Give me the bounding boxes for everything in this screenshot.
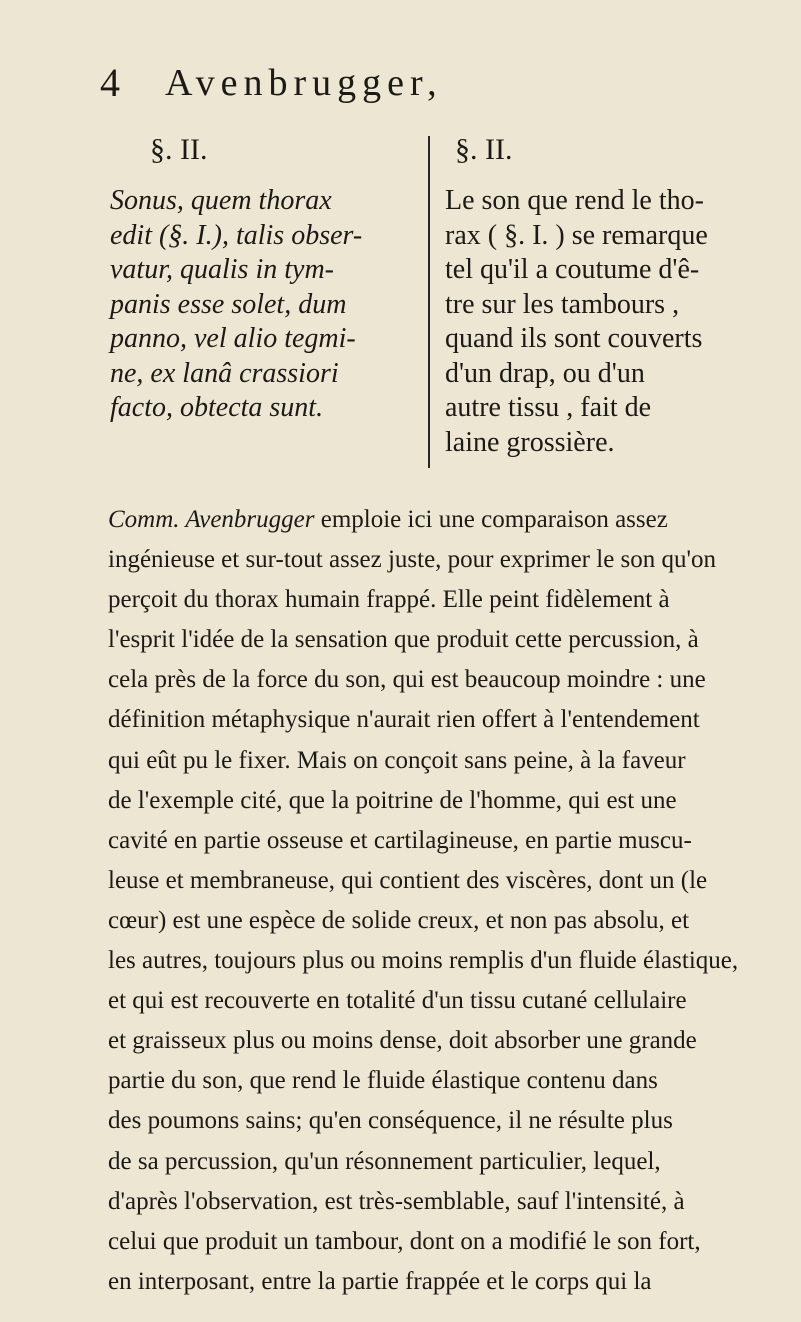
latin-line: panno, vel alio tegmi-	[110, 323, 356, 354]
commentary-line: leuse et membraneuse, qui contient des viscères, dont un (le	[108, 866, 708, 894]
latin-line: facto, obtecta sunt.	[110, 392, 324, 423]
author-running-title: Avenbrugger,	[165, 62, 443, 104]
french-line: autre tissu , fait de	[445, 392, 652, 423]
column-divider	[428, 136, 430, 468]
commentary-line: et qui est recouverte en totalité d'un tissu cutané cellulaire	[108, 987, 687, 1015]
latin-line: panis esse solet, dum	[110, 288, 347, 320]
commentary-line: cela près de la force du son, qui est beaucoup moindre : une	[108, 666, 706, 694]
commentary-line: cœur) est une espèce de solide creux, et non pas absolu, et	[108, 906, 690, 934]
commentary-line: les autres, toujours plus ou moins remplis d'un fluide élastique,	[108, 947, 739, 975]
commentary-line: partie du son, que rend le fluide élastique contenu dans	[108, 1067, 658, 1095]
french-line: quand ils sont couverts	[445, 323, 703, 354]
commentary-line: qui eût pu le fixer. Mais on conçoit sans peine, à la faveur	[108, 746, 686, 774]
commentary-line: en interposant, entre la partie frappée et le corps qui la	[108, 1267, 652, 1295]
commentary-line: d'après l'observation, est très-semblable, sauf l'intensité, à	[108, 1187, 685, 1215]
french-column	[445, 130, 755, 470]
french-line: rax ( §. I. ) se remarque	[445, 219, 708, 251]
commentary-first-line-text: emploie ici une comparaison assez	[314, 506, 668, 533]
commentary-line: cavité en partie osseuse et cartilagineuse, en partie muscu-	[108, 826, 692, 854]
running-head	[100, 58, 620, 108]
commentary-line: définition métaphysique n'aurait rien offert à l'entendement	[108, 706, 700, 734]
commentary-line: perçoit du thorax humain frappé. Elle peint fidèlement à	[108, 586, 670, 614]
french-section-heading: §. II.	[455, 133, 513, 166]
latin-line: vatur, qualis in tym-	[110, 254, 334, 285]
page-number: 4	[100, 60, 120, 105]
french-line: laine grossière.	[445, 426, 615, 458]
commentary-line: celui que produit un tambour, dont on a modifié le son fort,	[108, 1227, 701, 1255]
french-line: tre sur les tambours ,	[445, 288, 680, 320]
commentary-line: ingénieuse et sur-tout assez juste, pour exprimer le son qu'on	[108, 546, 717, 574]
commentary-line: et graisseux plus ou moins dense, doit absorber une grande	[108, 1027, 697, 1055]
commentary	[108, 500, 758, 1302]
latin-line: ne, ex lanâ crassiori	[110, 357, 339, 389]
french-line: Le son que rend le tho-	[445, 185, 704, 216]
latin-column	[110, 130, 410, 470]
commentary-first-line	[108, 500, 758, 540]
latin-line: edit (§. I.), talis obser-	[110, 219, 363, 251]
commentary-line: de l'exemple cité, que la poitrine de l'homme, qui est une	[108, 786, 677, 814]
commentary-line: des poumons sains; qu'en conséquence, il ne résulte plus	[108, 1107, 673, 1135]
latin-section-heading: §. II.	[150, 133, 208, 166]
commentary-line: de sa percussion, qu'un résonnement particulier, lequel,	[108, 1147, 661, 1175]
latin-line: Sonus, quem thorax	[110, 185, 332, 216]
commentary-label: Comm. Avenbrugger	[108, 506, 315, 533]
french-line: tel qu'il a coutume d'ê-	[445, 254, 700, 285]
french-line: d'un drap, ou d'un	[445, 357, 645, 389]
commentary-line: l'esprit l'idée de la sensation que produit cette percussion, à	[108, 626, 699, 654]
